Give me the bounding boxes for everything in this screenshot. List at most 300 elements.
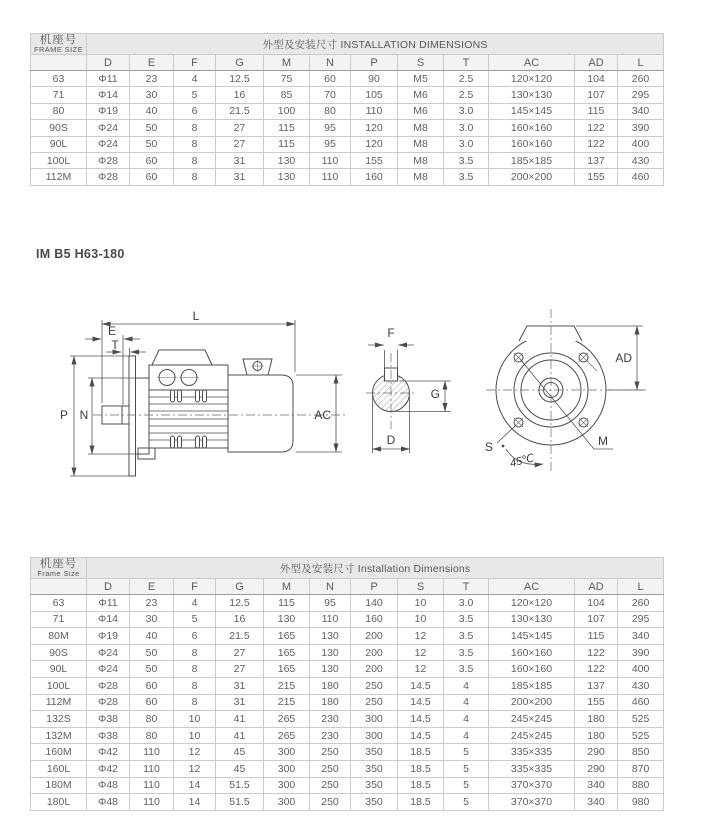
dimension-cell: M8 (398, 120, 444, 136)
dimension-cell: Φ42 (87, 744, 130, 761)
dim-label-p: P (59, 408, 69, 422)
column-header-row (31, 579, 664, 595)
dimensions-header: 外型及安装尺寸 INSTALLATION DIMENSIONS (87, 34, 664, 55)
dimension-cell: 16 (216, 87, 264, 103)
dimension-cell: 165 (264, 661, 310, 678)
dimension-cell: 10 (174, 711, 216, 728)
dimension-cell: 290 (575, 760, 618, 777)
flange-front-view (485, 309, 646, 471)
dimension-cell: 50 (130, 661, 174, 678)
dimension-cell: 60 (130, 152, 174, 168)
dimension-cell: 3.5 (444, 661, 489, 678)
table-row (31, 87, 664, 103)
dimension-cell: 14.5 (398, 711, 444, 728)
frame-size-cell: 71 (31, 87, 87, 103)
dimension-cell: 14 (174, 794, 216, 811)
installation-dimensions-table-b14 (30, 33, 664, 186)
dimension-cell: 215 (264, 677, 310, 694)
dimension-cell: 250 (310, 744, 351, 761)
column-header: T (444, 579, 489, 595)
dimension-cell: 3.5 (444, 169, 489, 185)
dimension-cell: Φ24 (87, 136, 130, 152)
dimension-cell: 5 (444, 760, 489, 777)
dimension-cell: 115 (575, 103, 618, 119)
dimension-cell: 160×160 (489, 661, 575, 678)
column-header: F (174, 55, 216, 71)
motor-side-view (60, 309, 348, 476)
frame-size-cell: 100L (31, 677, 87, 694)
frame-header-en: FRAME SIZE (33, 44, 83, 54)
dimension-cell: 155 (351, 152, 398, 168)
column-header: P (351, 579, 398, 595)
dimension-cell: 130 (264, 152, 310, 168)
dimension-cell: 130 (264, 611, 310, 628)
dimension-cell: 525 (618, 711, 664, 728)
table-row (31, 777, 664, 794)
dimension-cell: 95 (310, 595, 351, 612)
dimension-cell: 90 (351, 71, 398, 87)
frame-size-cell: 90S (31, 120, 87, 136)
dimension-cell: Φ42 (87, 760, 130, 777)
frame-size-cell: 180L (31, 794, 87, 811)
table-row (31, 628, 664, 645)
dimension-cell: 60 (130, 677, 174, 694)
dimension-cell: 340 (575, 794, 618, 811)
dimension-cell: 110 (130, 794, 174, 811)
dimension-cell: 250 (351, 677, 398, 694)
dimension-cell: 180 (310, 694, 351, 711)
column-header: E (130, 579, 174, 595)
dimension-cell: 51.5 (216, 794, 264, 811)
dimension-cell: 340 (618, 103, 664, 119)
table-row (31, 744, 664, 761)
dimension-cell: Φ24 (87, 120, 130, 136)
column-header: N (310, 579, 351, 595)
dimension-cell: 180 (310, 677, 351, 694)
dimension-cell: 100 (264, 103, 310, 119)
dimension-cell: Φ28 (87, 169, 130, 185)
dimension-cell: 215 (264, 694, 310, 711)
dimension-cell: Φ14 (87, 611, 130, 628)
dimension-cell: 145×145 (489, 103, 575, 119)
frame-col-spacer (31, 55, 87, 71)
dim-label-e: E (107, 324, 117, 338)
dimension-cell: 8 (174, 677, 216, 694)
frame-size-cell: 71 (31, 611, 87, 628)
dim-label-l: L (192, 309, 200, 323)
column-header: L (618, 55, 664, 71)
table-row (31, 727, 664, 744)
dimension-cell: 75 (264, 71, 310, 87)
table-row (31, 120, 664, 136)
dimension-cell: 41 (216, 727, 264, 744)
frame-size-header (31, 558, 87, 579)
dimension-cell: 870 (618, 760, 664, 777)
dimension-cell: 160 (351, 169, 398, 185)
dimension-cell: 8 (174, 169, 216, 185)
dimension-cell: 265 (264, 727, 310, 744)
dimension-cell: 6 (174, 628, 216, 645)
dimension-cell: 6 (174, 103, 216, 119)
dimension-cell: 50 (130, 136, 174, 152)
dimension-cell: 8 (174, 661, 216, 678)
dimension-cell: 200 (351, 644, 398, 661)
dimension-cell: 300 (351, 711, 398, 728)
dimension-cell: 104 (575, 595, 618, 612)
dimension-cell: 2.5 (444, 87, 489, 103)
column-header: AD (575, 55, 618, 71)
column-header: AD (575, 579, 618, 595)
table-body (31, 71, 664, 186)
dimension-cell: Φ24 (87, 661, 130, 678)
dimension-cell: 14.5 (398, 727, 444, 744)
dimension-cell: 300 (264, 744, 310, 761)
dimension-cell: 300 (264, 794, 310, 811)
dimension-cell: 27 (216, 120, 264, 136)
dimension-cell: 980 (618, 794, 664, 811)
column-header: D (87, 55, 130, 71)
frame-size-cell: 112M (31, 694, 87, 711)
dimension-cell: 295 (618, 87, 664, 103)
dimension-cell: 3.5 (444, 152, 489, 168)
dimension-cell: 3.0 (444, 103, 489, 119)
table-body (31, 595, 664, 811)
dimension-cell: 30 (130, 611, 174, 628)
dimension-cell: 40 (130, 628, 174, 645)
frame-size-cell: 90L (31, 136, 87, 152)
dimension-cell: 110 (351, 103, 398, 119)
dimension-cell: 12 (398, 661, 444, 678)
section-heading: IM B5 H63-180 (36, 247, 125, 261)
dimension-cell: 4 (444, 727, 489, 744)
frame-size-header (31, 34, 87, 55)
dimension-cell: 180 (575, 727, 618, 744)
dimension-cell: 41 (216, 711, 264, 728)
table-row (31, 103, 664, 119)
dimension-cell: Φ11 (87, 71, 130, 87)
dimension-cell: 122 (575, 644, 618, 661)
dimensions-header: 外型及安装尺寸 Installation Dimensions (87, 558, 664, 579)
dimension-cell: 350 (351, 744, 398, 761)
dimension-cell: 390 (618, 120, 664, 136)
dimension-cell: 335×335 (489, 744, 575, 761)
dimension-cell: 370×370 (489, 777, 575, 794)
dimension-cell: 107 (575, 87, 618, 103)
dim-label-n: N (79, 408, 89, 422)
table-header-row (31, 34, 664, 55)
dimension-cell: 31 (216, 169, 264, 185)
dim-label-ac: AC (314, 408, 331, 422)
dimension-cell: 16 (216, 611, 264, 628)
dimension-cell: 5 (174, 611, 216, 628)
dimension-cell: 40 (130, 103, 174, 119)
table-row (31, 644, 664, 661)
column-header: P (351, 55, 398, 71)
dimension-cell: 80 (310, 103, 351, 119)
dimension-cell: Φ28 (87, 694, 130, 711)
dimension-cell: 5 (444, 744, 489, 761)
dimension-cell: 300 (264, 760, 310, 777)
dimension-cell: 400 (618, 136, 664, 152)
table-row (31, 760, 664, 777)
frame-col-spacer (31, 579, 87, 595)
frame-size-cell: 100L (31, 152, 87, 168)
dimension-cell: 250 (310, 794, 351, 811)
column-header: T (444, 55, 489, 71)
column-header: D (87, 579, 130, 595)
dimension-cell: 230 (310, 711, 351, 728)
dimension-cell: 60 (310, 71, 351, 87)
frame-header-zh: 机座号 (39, 557, 78, 570)
dim-label-angle: 45℃ (508, 452, 536, 470)
dimension-cell: 107 (575, 611, 618, 628)
dimension-cell: M5 (398, 71, 444, 87)
dimension-cell: 8 (174, 152, 216, 168)
dimension-cell: 31 (216, 694, 264, 711)
frame-size-cell: 160M (31, 744, 87, 761)
installation-dimensions-table-b5 (30, 557, 664, 811)
dimension-cell: 850 (618, 744, 664, 761)
dimension-cell: 350 (351, 794, 398, 811)
dimension-cell: 230 (310, 727, 351, 744)
dimension-cell: Φ28 (87, 152, 130, 168)
dimension-cell: 115 (264, 120, 310, 136)
dimension-cell: 185×185 (489, 677, 575, 694)
dimension-cell: 260 (618, 71, 664, 87)
dimension-cell: 2.5 (444, 71, 489, 87)
dimension-cell: Φ38 (87, 711, 130, 728)
dimension-cell: 50 (130, 120, 174, 136)
dimension-cell: 5 (444, 794, 489, 811)
dimension-drawing (0, 293, 719, 503)
column-header: G (216, 55, 264, 71)
dimension-cell: 4 (174, 595, 216, 612)
dimension-cell: 10 (398, 595, 444, 612)
frame-size-cell: 90L (31, 661, 87, 678)
column-header: M (264, 579, 310, 595)
table-row (31, 152, 664, 168)
dimension-cell: 4 (174, 71, 216, 87)
dimension-cell: 5 (174, 87, 216, 103)
dimension-cell: 31 (216, 152, 264, 168)
frame-size-cell: 63 (31, 595, 87, 612)
dimension-cell: 12 (174, 760, 216, 777)
dimension-cell: 250 (310, 760, 351, 777)
dimension-cell: 400 (618, 661, 664, 678)
dimension-cell: 31 (216, 677, 264, 694)
dimension-cell: 18.5 (398, 744, 444, 761)
dimension-cell: 160 (351, 611, 398, 628)
column-header-row (31, 55, 664, 71)
dimension-cell: 10 (174, 727, 216, 744)
dimension-cell: 12 (398, 644, 444, 661)
frame-size-cell: 180M (31, 777, 87, 794)
table-row (31, 595, 664, 612)
dimension-cell: 137 (575, 152, 618, 168)
dimension-cell: 23 (130, 71, 174, 87)
dimension-cell: 18.5 (398, 777, 444, 794)
column-header: E (130, 55, 174, 71)
dimension-cell: Φ28 (87, 677, 130, 694)
dimension-cell: Φ48 (87, 794, 130, 811)
dimension-cell: Φ24 (87, 644, 130, 661)
shaft-section-view (366, 326, 451, 453)
dimension-cell: 110 (130, 777, 174, 794)
dimension-cell: 120×120 (489, 595, 575, 612)
table-row (31, 169, 664, 185)
dim-label-m: M (598, 434, 608, 448)
dimension-cell: 8 (174, 644, 216, 661)
dimension-cell: Φ11 (87, 595, 130, 612)
frame-size-cell: 80 (31, 103, 87, 119)
dimension-cell: 165 (264, 644, 310, 661)
dimension-cell: 18.5 (398, 794, 444, 811)
frame-size-cell: 160L (31, 760, 87, 777)
column-header: AC (489, 579, 575, 595)
dimension-cell: M8 (398, 136, 444, 152)
dimension-cell: 50 (130, 644, 174, 661)
dimension-cell: 21.5 (216, 103, 264, 119)
table-row (31, 677, 664, 694)
dimension-cell: 185×185 (489, 152, 575, 168)
dimension-cell: 95 (310, 136, 351, 152)
dimension-cell: 460 (618, 694, 664, 711)
dimension-cell: 45 (216, 760, 264, 777)
dimension-cell: 85 (264, 87, 310, 103)
dimension-cell: 130 (310, 644, 351, 661)
dimension-cell: 3.5 (444, 611, 489, 628)
table-row (31, 611, 664, 628)
frame-size-cell: 90S (31, 644, 87, 661)
dimension-cell: 155 (575, 169, 618, 185)
dimension-cell: 80 (130, 727, 174, 744)
dimension-cell: 390 (618, 644, 664, 661)
dimension-cell: 122 (575, 120, 618, 136)
dimension-cell: 122 (575, 136, 618, 152)
dimension-cell: 8 (174, 136, 216, 152)
dimension-cell: 245×245 (489, 711, 575, 728)
dimension-cell: 5 (444, 777, 489, 794)
column-header: S (398, 579, 444, 595)
dimension-cell: 340 (575, 777, 618, 794)
dimension-cell: 110 (310, 169, 351, 185)
dimension-cell: 245×245 (489, 727, 575, 744)
dimension-cell: M6 (398, 87, 444, 103)
dimension-cell: 3.0 (444, 595, 489, 612)
dimension-cell: 8 (174, 694, 216, 711)
dimension-cell: 300 (264, 777, 310, 794)
dimension-cell: Φ19 (87, 628, 130, 645)
dimension-cell: 370×370 (489, 794, 575, 811)
dimension-cell: 300 (351, 727, 398, 744)
dimension-cell: 160×160 (489, 120, 575, 136)
dimension-cell: 110 (130, 744, 174, 761)
frame-size-cell: 80M (31, 628, 87, 645)
dimension-cell: 200 (351, 628, 398, 645)
dimension-cell: 115 (264, 136, 310, 152)
dimension-cell: 3.0 (444, 136, 489, 152)
dimension-cell: 27 (216, 136, 264, 152)
dimension-cell: 14 (174, 777, 216, 794)
column-header: S (398, 55, 444, 71)
dimension-cell: 880 (618, 777, 664, 794)
dimension-cell: 110 (310, 152, 351, 168)
dimension-cell: Φ48 (87, 777, 130, 794)
dimension-cell: 80 (130, 711, 174, 728)
column-header: G (216, 579, 264, 595)
dimension-cell: 12.5 (216, 71, 264, 87)
frame-header-zh: 机座号 (39, 33, 78, 46)
dimension-cell: M8 (398, 169, 444, 185)
dimension-cell: 12.5 (216, 595, 264, 612)
dimension-cell: 260 (618, 595, 664, 612)
dimension-cell: 295 (618, 611, 664, 628)
dimension-cell: 3.5 (444, 644, 489, 661)
column-header: N (310, 55, 351, 71)
dimension-cell: 350 (351, 760, 398, 777)
dimension-cell: 60 (130, 169, 174, 185)
dimension-cell: 155 (575, 694, 618, 711)
dimension-cell: 27 (216, 661, 264, 678)
dimension-cell: Φ19 (87, 103, 130, 119)
dimension-cell: 51.5 (216, 777, 264, 794)
dimension-cell: 4 (444, 677, 489, 694)
dimension-cell: 18.5 (398, 760, 444, 777)
dimension-cell: 200 (351, 661, 398, 678)
dim-label-t: T (111, 338, 119, 352)
dimension-cell: 350 (351, 777, 398, 794)
dimension-cell: 14.5 (398, 677, 444, 694)
dimension-cell: 335×335 (489, 760, 575, 777)
dimension-cell: 130×130 (489, 87, 575, 103)
dimension-cell: 115 (264, 595, 310, 612)
column-header: F (174, 579, 216, 595)
dim-label-f: F (387, 326, 395, 340)
dimension-cell: 525 (618, 727, 664, 744)
dimension-cell: 250 (351, 694, 398, 711)
column-header: AC (489, 55, 575, 71)
dimension-cell: 110 (310, 611, 351, 628)
table-row (31, 694, 664, 711)
table-row (31, 136, 664, 152)
dimension-cell: 4 (444, 694, 489, 711)
frame-header-en: Frame Size (37, 568, 80, 578)
dimension-cell: 27 (216, 644, 264, 661)
dimension-cell: 95 (310, 120, 351, 136)
dim-label-g: G (430, 387, 440, 401)
dimension-cell: 180 (575, 711, 618, 728)
frame-size-cell: 132M (31, 727, 87, 744)
table-row (31, 711, 664, 728)
dimension-cell: 23 (130, 595, 174, 612)
dimension-cell: 130 (264, 169, 310, 185)
table-row (31, 661, 664, 678)
dimension-cell: 4 (444, 711, 489, 728)
dimension-cell: 110 (130, 760, 174, 777)
dimension-cell: 430 (618, 152, 664, 168)
table-row (31, 794, 664, 811)
dimension-cell: 105 (351, 87, 398, 103)
dimension-cell: 250 (310, 777, 351, 794)
dimension-cell: 60 (130, 694, 174, 711)
dimension-cell: 8 (174, 120, 216, 136)
dimension-cell: 30 (130, 87, 174, 103)
dimension-cell: 160×160 (489, 136, 575, 152)
dimension-cell: 120 (351, 136, 398, 152)
dimension-cell: M6 (398, 103, 444, 119)
dim-label-ad: AD (615, 351, 632, 365)
dimension-cell: 137 (575, 677, 618, 694)
